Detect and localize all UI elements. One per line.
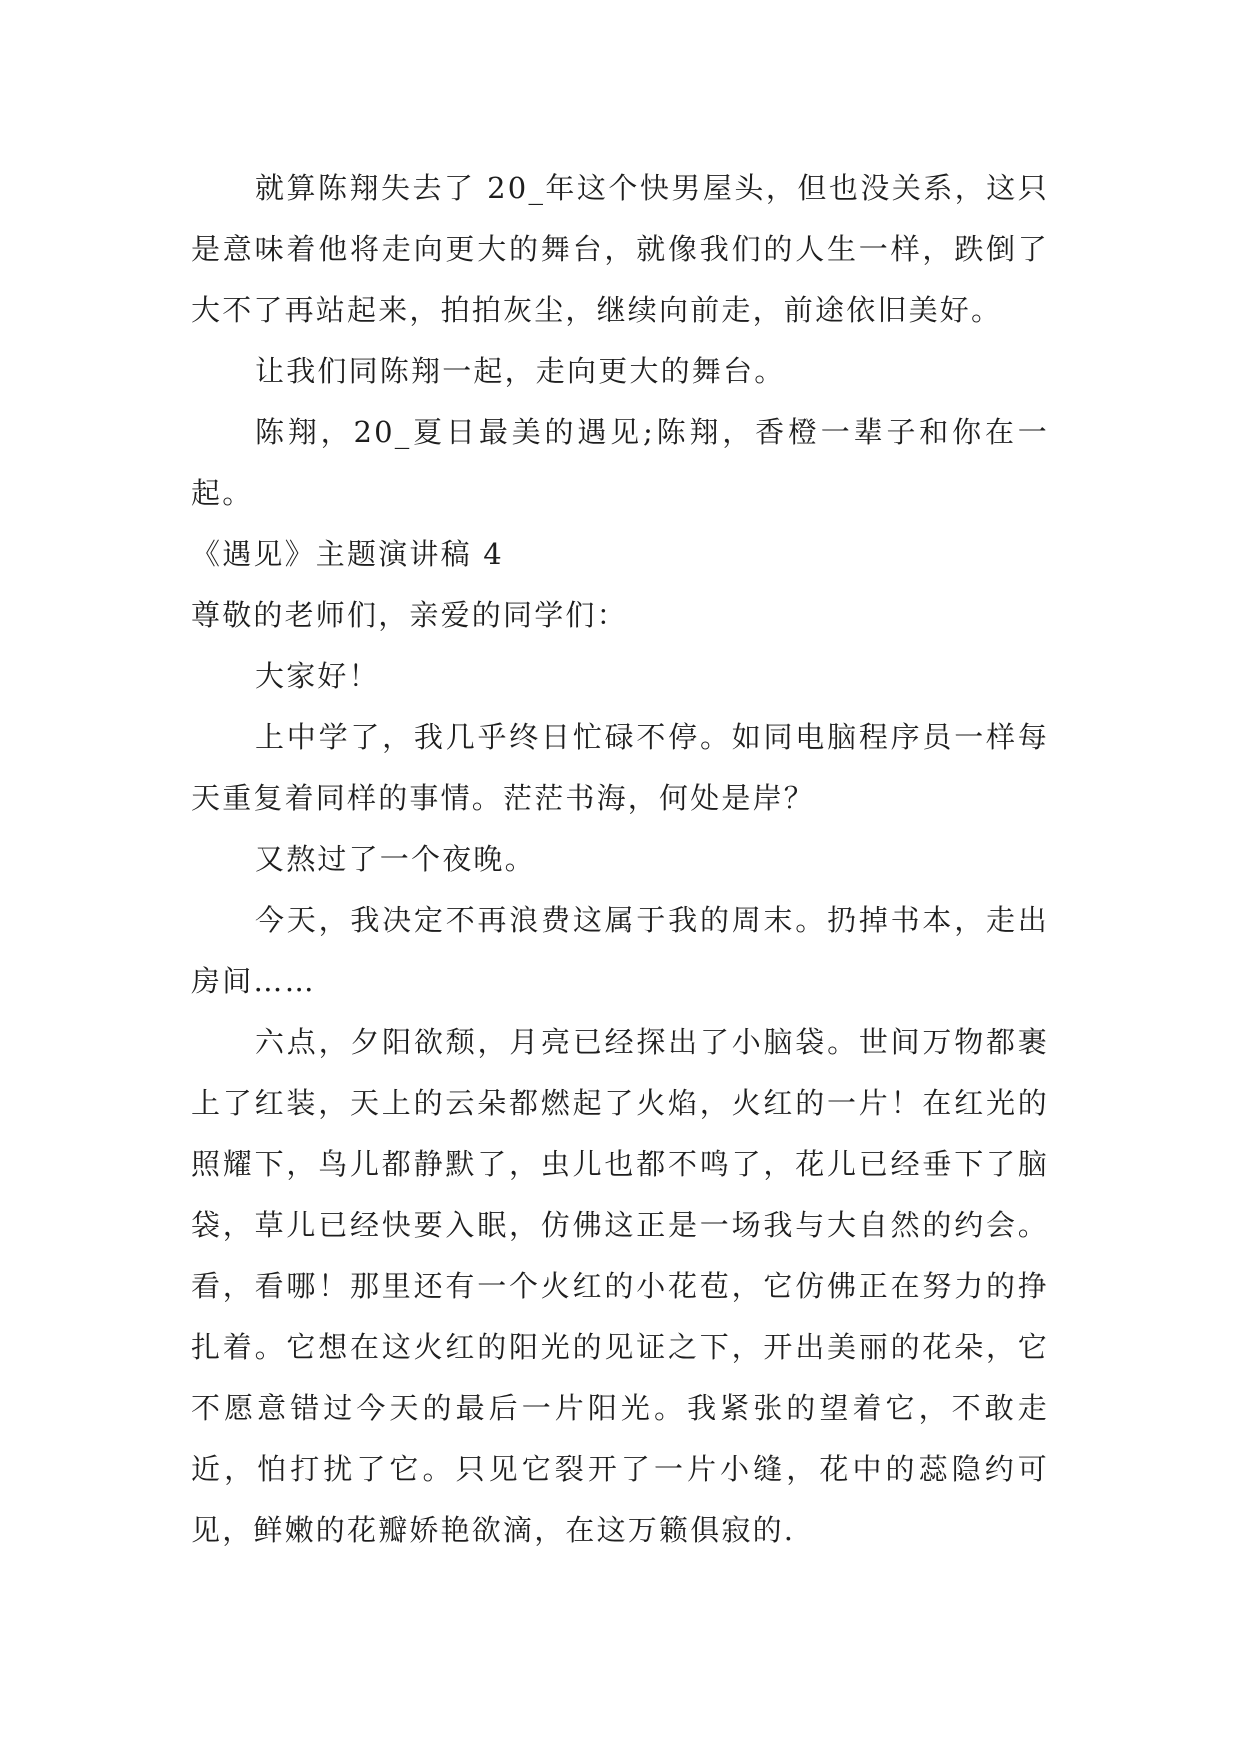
paragraph: 六点，夕阳欲颓，月亮已经探出了小脑袋。世间万物都裹上了红装，天上的云朵都燃起了火焰，火红的一片！在红光的照耀下，鸟儿都静默了，虫儿也都不鸣了，花儿已经垂下了脑袋，草儿已经快要入眠，仿佛这正是一场我与大自然的约会。看，看哪！那里还有一个火红的小花苞，它仿佛正在努力的挣扎着。它想在这火红的阳光的见证之下，开出美丽的花朵，它不愿意错过今天的最后一片阳光。我紧张的望着它，不敢走近，怕打扰了它。只见它裂开了一片小缝，花中的蕊隐约可见，鲜嫩的花瓣娇艳欲滴，在这万籁俱寂的. — [191, 1025, 1049, 1547]
greeting: 大家好！ — [255, 659, 380, 693]
paragraph: 又熬过了一个夜晚。 — [255, 842, 536, 876]
paragraph: 今天，我决定不再浪费这属于我的周末。扔掉书本，走出房间…… — [191, 903, 1049, 998]
section-heading: 《遇见》主题演讲稿 4 — [191, 537, 504, 571]
paragraph: 陈翔，20_夏日最美的遇见;陈翔，香橙一辈子和你在一起。 — [191, 415, 1049, 510]
paragraph: 就算陈翔失去了 20_年这个快男屋头，但也没关系，这只是意味着他将走向更大的舞台，就像我们的人生一样，跌倒了大不了再站起来，拍拍灰尘，继续向前走，前途依旧美好。 — [191, 171, 1049, 327]
salutation: 尊敬的老师们，亲爱的同学们： — [191, 598, 628, 632]
paragraph: 上中学了，我几乎终日忙碌不停。如同电脑程序员一样每天重复着同样的事情。茫茫书海，何处是岸？ — [191, 720, 1049, 815]
paragraph: 让我们同陈翔一起，走向更大的舞台。 — [255, 354, 786, 388]
document-body — [191, 158, 1049, 1561]
